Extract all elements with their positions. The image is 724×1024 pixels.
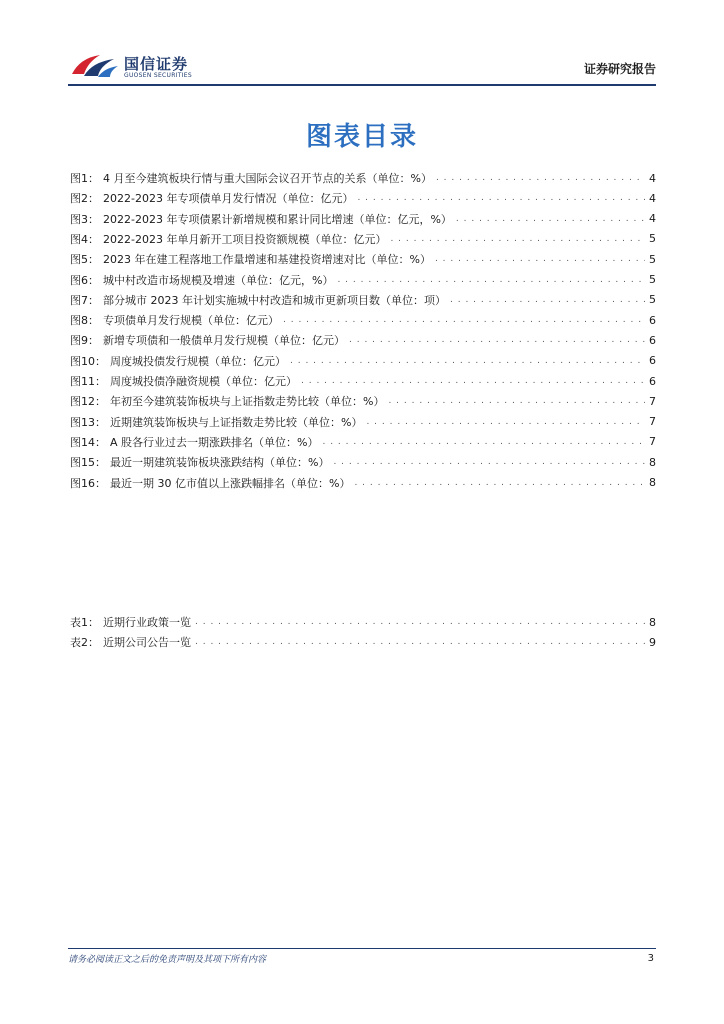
logo-english-text: GUOSEN SECURITIES [124,72,193,79]
figure-entry[interactable] [70,312,656,328]
table-entry[interactable] [70,614,656,630]
figure-entry-number: 图15： [70,456,106,470]
figure-entry-number: 图7： [70,293,99,307]
dot-leader [349,335,645,345]
figure-entry-page: 4 [649,212,656,226]
dot-leader [322,437,645,447]
figure-entry-page: 6 [649,333,656,347]
guosen-logo-icon [70,52,120,80]
dot-leader [357,193,645,203]
figure-entry-page: 7 [649,435,656,449]
dot-leader [436,173,645,183]
figure-entry-page: 4 [649,171,656,185]
dot-leader [301,376,645,386]
table-entry[interactable] [70,634,656,650]
figure-entry-number: 图6： [70,273,99,287]
dot-leader [290,356,645,366]
dot-leader [337,275,645,285]
dot-leader [283,315,645,325]
figure-entry[interactable] [70,393,656,409]
figure-entry-number: 图14： [70,435,106,449]
figure-entry-number: 图5： [70,253,99,267]
figure-entry-title: 专项债单月发行规模（单位：亿元） [103,314,279,328]
dot-leader [333,457,645,467]
figure-entry-page: 5 [649,293,656,307]
figure-entry[interactable] [70,170,656,186]
figure-entry-number: 图12： [70,395,106,409]
table-entry-title: 近期行业政策一览 [103,616,191,629]
figure-entry-title: 2022-2023 年专项债累计新增规模和累计同比增速（单位：亿元，%） [103,212,452,226]
figure-entry-page: 5 [649,232,656,246]
table-entry-page: 9 [649,635,656,649]
dot-leader [195,637,645,647]
dot-leader [390,234,645,244]
figure-entry[interactable] [70,475,656,491]
figure-entry-title: 周度城投债净融资规模（单位：亿元） [110,375,297,388]
figure-entry-page: 7 [649,394,656,408]
dot-leader [435,254,645,264]
figure-entry-page: 5 [649,252,656,266]
logo-chinese-text: 国信证券 [124,55,189,73]
figure-entry-title: 最近一期 30 亿市值以上涨跌幅排名（单位：%） [110,476,351,490]
figure-entry-title: 城中村改造市场规模及增速（单位：亿元，%） [103,273,334,287]
figure-entry-title: A 股各行业过去一期涨跌排名（单位：%） [110,435,319,449]
figure-entry-number: 图13： [70,415,106,429]
figure-entry[interactable] [70,332,656,348]
figure-entry[interactable] [70,231,656,247]
figure-entry[interactable] [70,454,656,470]
page-title: 图表目录 [305,122,418,152]
figure-entry-title: 新增专项债和一般债单月发行规模（单位：亿元） [103,334,345,348]
figure-entry-title: 最近一期建筑装饰板块涨跌结构（单位：%） [110,456,330,470]
figure-entry-number: 图2： [70,192,99,206]
guosen-logo [68,50,208,82]
table-entry-title: 近期公司公告一览 [103,636,191,650]
figure-entry-title: 部分城市 2023 年计划实施城中村改造和城市更新项目数（单位：项） [103,293,446,307]
figure-entry[interactable] [70,414,656,430]
figure-entry[interactable] [70,353,656,369]
dot-leader [366,417,645,427]
figure-entry-title: 2022-2023 年专项债单月发行情况（单位：亿元） [103,192,354,206]
figure-entry[interactable] [70,272,656,288]
figure-entry[interactable] [70,190,656,206]
figure-entry-page: 6 [649,313,656,327]
figure-entry-page: 4 [649,191,656,205]
dot-leader [195,617,645,627]
figure-entry-page: 8 [649,455,656,469]
figure-entry-number: 图9： [70,334,99,348]
dot-leader [388,396,645,406]
report-type-label: 证券研究报告 [583,62,656,76]
figure-entry-number: 图11： [70,375,106,388]
figure-entry-page: 6 [649,354,656,368]
figure-entry[interactable] [70,251,656,267]
figure-entry-number: 图4： [70,232,99,246]
figure-entry[interactable] [70,292,656,308]
header-divider [68,84,656,86]
page-number: 3 [647,953,654,964]
figure-entry[interactable] [70,373,656,389]
figure-entry-page: 7 [649,415,656,429]
dot-leader [450,295,645,305]
figure-entry-title: 4 月至今建筑板块行情与重大国际会议召开节点的关系（单位：%） [103,172,432,185]
figure-entry-number: 图3： [70,212,99,226]
figure-entry-title: 周度城投债发行规模（单位：亿元） [110,354,286,368]
figure-entry-page: 6 [649,374,656,388]
disclaimer-note: 请务必阅读正文之后的免责声明及其项下所有内容 [68,955,267,965]
figure-entry-page: 8 [649,476,656,489]
table-entry-number: 表1： [70,616,99,629]
figure-entry-title: 年初至今建筑装饰板块与上证指数走势比较（单位：%） [110,395,385,409]
figure-entry-page: 5 [649,273,656,286]
dot-leader [354,478,645,488]
page-header [68,50,656,86]
figure-entry[interactable] [70,434,656,450]
figure-entry-number: 图10： [70,354,106,368]
figure-entry-number: 图8： [70,314,99,328]
footer-divider [68,948,656,949]
figure-entry-title: 2023 年在建工程落地工作量增速和基建投资增速对比（单位：%） [103,253,431,267]
figure-entry-title: 近期建筑装饰板块与上证指数走势比较（单位：%） [110,415,363,429]
dot-leader [456,214,645,224]
figure-entry[interactable] [70,211,656,227]
table-entry-number: 表2： [70,636,99,650]
figure-entry-number: 图16： [70,476,106,490]
figure-entry-title: 2022-2023 年单月新开工项目投资额规模（单位：亿元） [103,232,387,246]
table-entry-page: 8 [649,615,656,629]
figure-entry-number: 图1： [70,172,99,185]
